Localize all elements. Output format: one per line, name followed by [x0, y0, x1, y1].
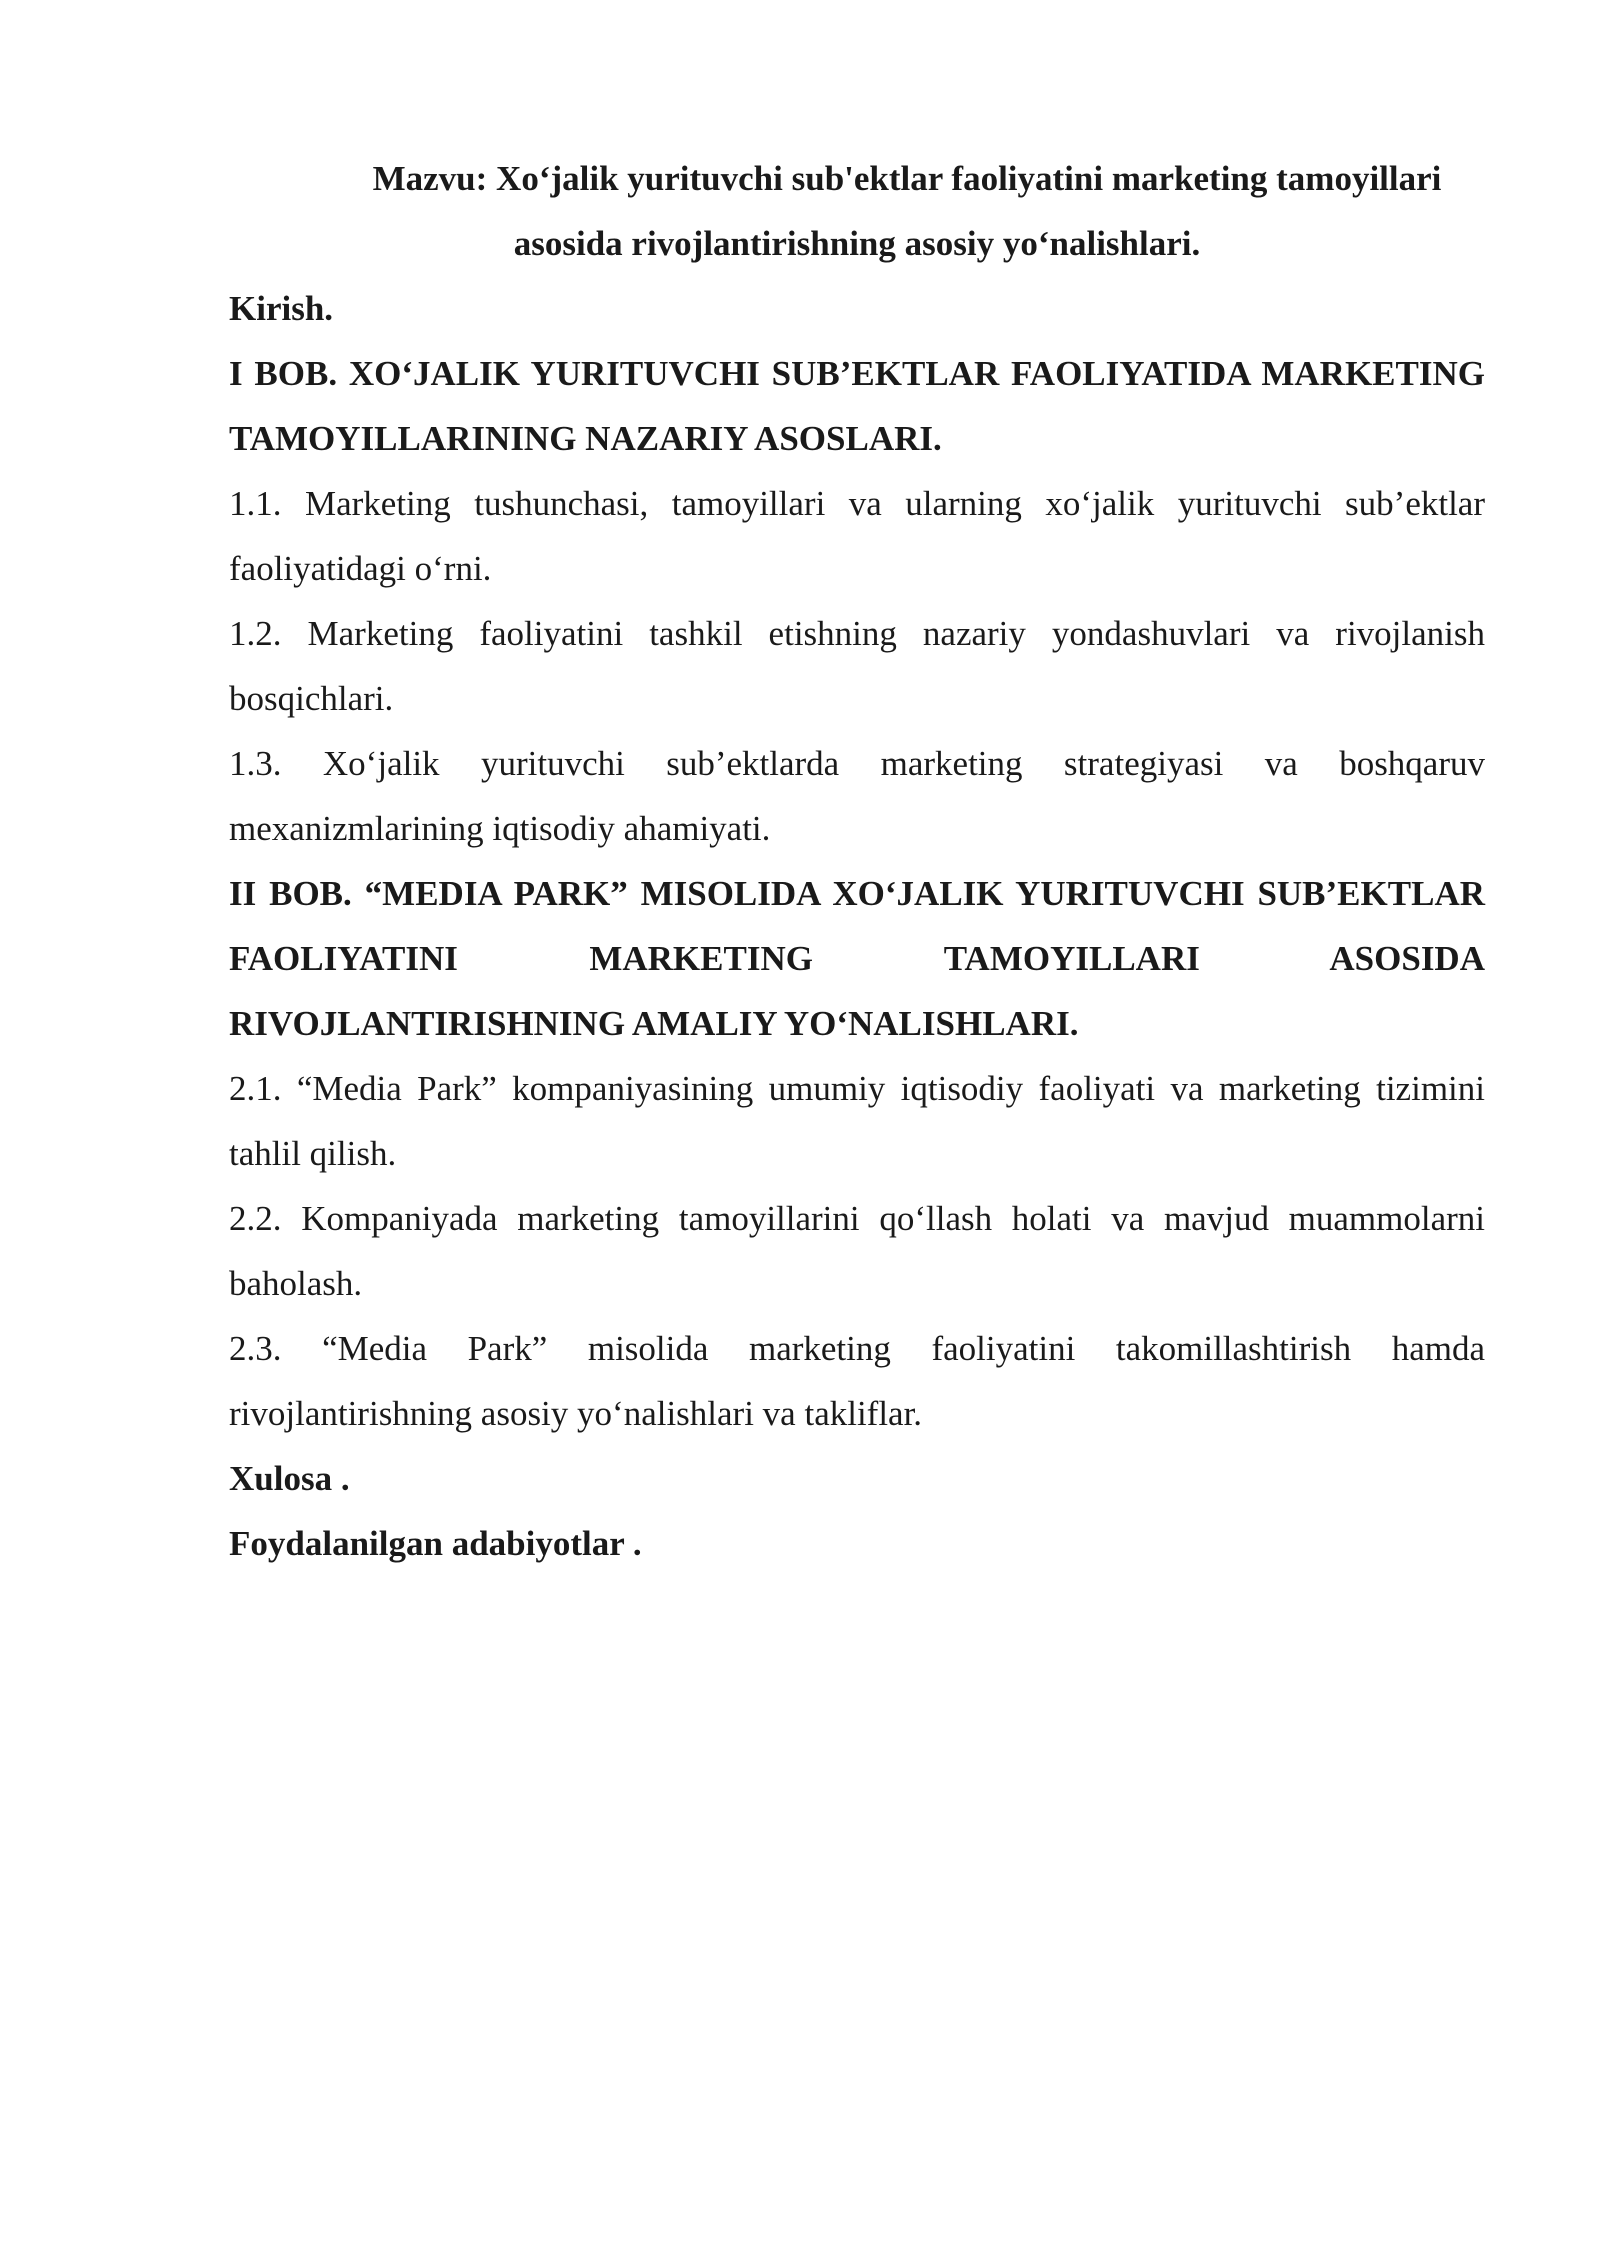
- document-title-line-2: asosida rivojlantirishning asosiy yo‘nalishlari.: [513, 224, 1201, 263]
- section-2-1: 2.1. “Media Park” kompaniyasining umumiy iqtisodiy faoliyati va marketing tizimini tahlil qilish.: [229, 1069, 1485, 1173]
- document-title-line-1: Mazvu: Xo‘jalik yurituvchi sub'ektlar faoliyatini marketing tamoyillari: [372, 159, 1442, 198]
- section-2-2: 2.2. Kompaniyada marketing tamoyillarini qo‘llash holati va mavjud muammolarni baholash.: [229, 1199, 1485, 1303]
- section-1-2: 1.2. Marketing faoliyatini tashkil etishning nazariy yondashuvlari va rivojlanish bosqichlari.: [229, 614, 1485, 718]
- chapter-2-heading: II BOB. “MEDIA PARK” MISOLIDA XO‘JALIK YURITUVCHI SUB’EKTLAR FAOLIYATINI MARKETING TAMOYILLARI ASOSIDA RIVOJLANTIRISHNING AMALIY YO‘NALISHLARI.: [229, 874, 1485, 1043]
- section-1-1: 1.1. Marketing tushunchasi, tamoyillari va ularning xo‘jalik yurituvchi sub’ektlar faoliyatidagi o‘rni.: [229, 484, 1485, 588]
- conclusion-heading: Xulosa .: [229, 1459, 350, 1498]
- table-of-contents: [229, 146, 1485, 1576]
- references-heading: Foydalanilgan adabiyotlar .: [229, 1524, 642, 1563]
- intro-heading: Kirish.: [229, 289, 334, 328]
- section-2-3: 2.3. “Media Park” misolida marketing faoliyatini takomillashtirish hamda rivojlantirishning asosiy yo‘nalishlari va takliflar.: [229, 1329, 1485, 1433]
- section-1-3: 1.3. Xo‘jalik yurituvchi sub’ektlarda marketing strategiyasi va boshqaruv mexanizmlarining iqtisodiy ahamiyati.: [229, 744, 1485, 848]
- chapter-1-heading: I BOB. XO‘JALIK YURITUVCHI SUB’EKTLAR FAOLIYATIDA MARKETING TAMOYILLARINING NAZARIY ASOSLARI.: [229, 354, 1485, 458]
